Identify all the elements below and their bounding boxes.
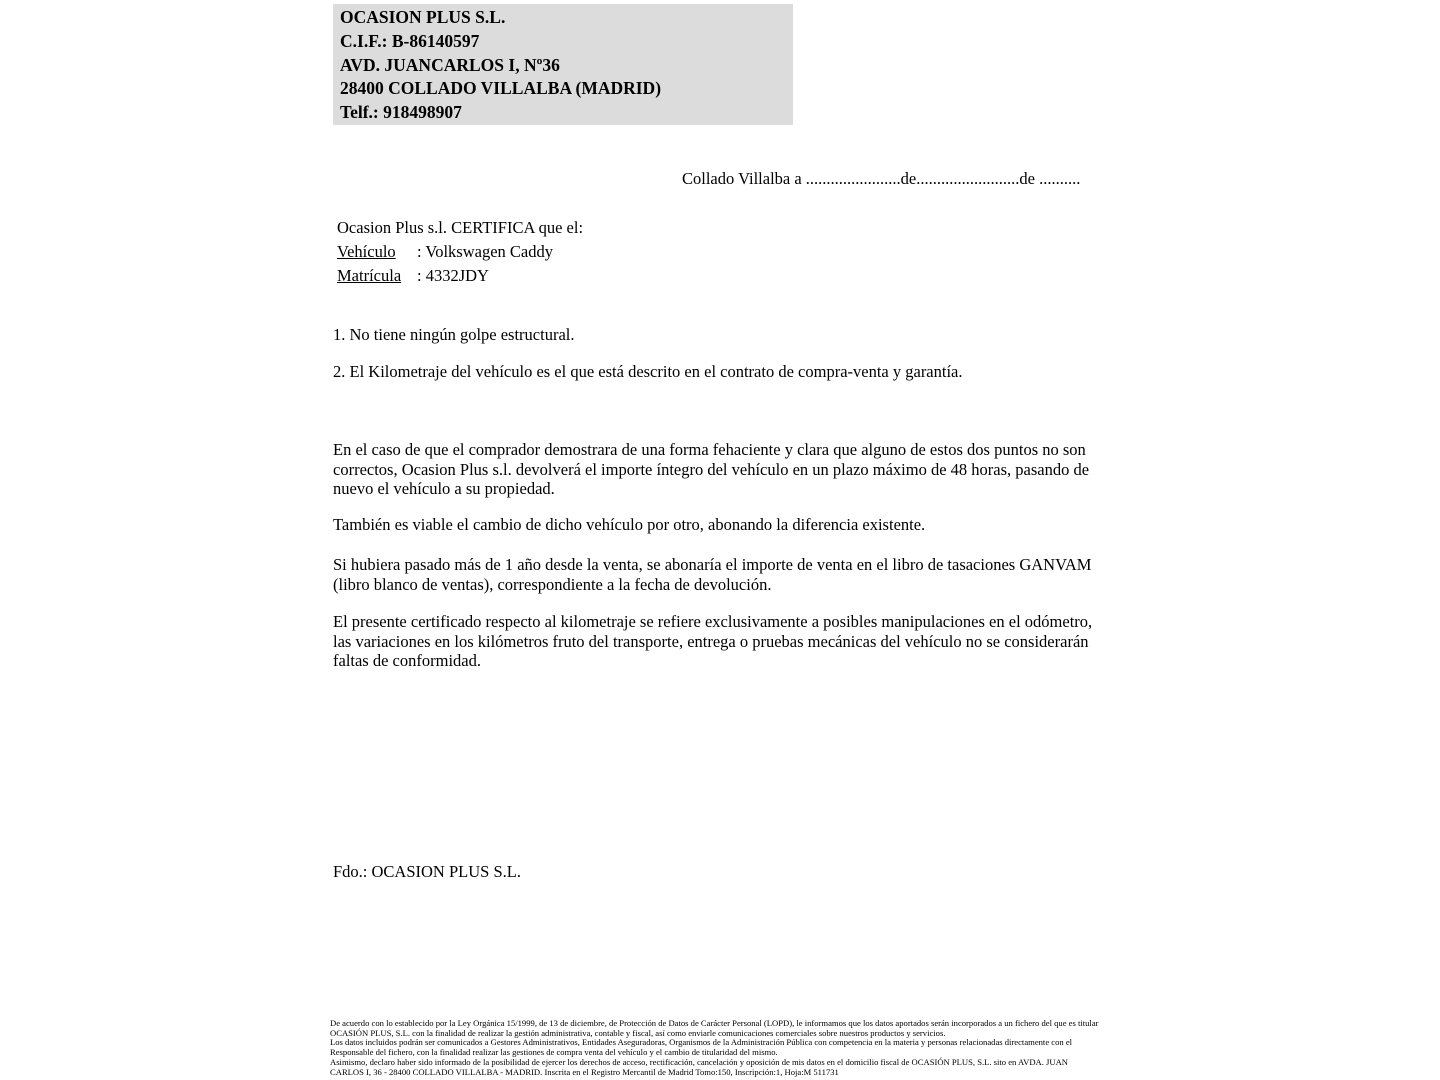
certificate-intro: Ocasion Plus s.l. CERTIFICA que el: xyxy=(337,218,584,237)
certificate-point-2: 2. El Kilometraje del vehículo es el que está descrito en el contrato de compra-venta y garantía. xyxy=(333,362,963,381)
plate-label: Matrícula xyxy=(337,265,402,285)
legal-paragraph-data-sharing: Los datos incluidos podrán ser comunicados a Gestores Administrativos, Entidades Aseguradoras, Organismos de la Administración Pública con competencia en la materia y personas relacionadas directamente con el Responsable del fichero, con la finalidad realizar las gestiones de compra venta del vehículo y el cambio de titularidad del mismo. xyxy=(330,1037,1073,1058)
vehicle-value: : Volkswagen Caddy xyxy=(417,241,553,261)
signature-line: Fdo.: OCASION PLUS S.L. xyxy=(333,862,521,881)
company-header-box xyxy=(333,4,793,125)
body-paragraph-odometer: El presente certificado respecto al kilometraje se refiere exclusivamente a posibles manipulaciones en el odómetro, las variaciones en los kilómetros fruto del transporte, entrega o pruebas mecánicas del vehículo no se considerarán faltas de conformidad. xyxy=(333,612,1093,671)
body-paragraph-refund: En el caso de que el comprador demostrara de una forma fehaciente y clara que alguno de estos dos puntos no son correctos, Ocasion Plus s.l. devolverá el importe íntegro del vehículo en un plazo máximo de 48 horas, pasando de nuevo el vehículo a su propiedad. xyxy=(333,440,1090,499)
legal-paragraph-lopd: De acuerdo con lo establecido por la Ley Orgánica 15/1999, de 13 de diciembre, de Protección de Datos de Carácter Personal (LOPD), le informamos que los datos aportados serán incorporados a un fichero del que es titular OCASIÓN PLUS, S.L. con la finalidad de realizar la gestión administrativa, contable y fiscal, así como enviarle comunicaciones comerciales sobre nuestros productos y servicios. xyxy=(330,1018,1099,1038)
vehicle-row xyxy=(337,240,583,264)
legal-footer xyxy=(330,1019,1102,1077)
body-paragraph-ganvam: Si hubiera pasado más de 1 año desde la venta, se abonaría el importe de venta en el libro de tasaciones GANVAM (libro blanco de ventas), correspondiente a la fecha de devolución. xyxy=(333,555,1092,594)
company-cif: C.I.F.: B-86140597 xyxy=(340,30,480,51)
company-name: OCASION PLUS S.L. xyxy=(340,7,506,27)
legal-paragraph-rights: Asimismo, declaro haber sido informado de la posibilidad de ejercer los derechos de acceso, rectificación, cancelación y oposición de mis datos en el domicilio fiscal de OCASIÓN PLUS, S.L. sito en AVDA. JUAN CARLOS I, 36 - 28400 COLLADO VILLALBA - MADRID. Inscrita en el Registro Mercantil de Madrid Tomo:150, Inscripción:1, Hoja:M 511731 xyxy=(330,1056,1069,1077)
certificate-block xyxy=(337,216,583,287)
body-paragraph-exchange: También es viable el cambio de dicho vehículo por otro, abonando la diferencia existente. xyxy=(333,515,926,534)
company-address: AVD. JUANCARLOS I, Nº36 xyxy=(340,54,560,75)
plate-value: : 4332JDY xyxy=(417,265,489,285)
date-line: Collado Villalba a .......................de.........................de .......... xyxy=(682,169,1081,188)
company-phone: Telf.: 918498907 xyxy=(340,102,462,123)
certificate-point-1: 1. No tiene ningún golpe estructural. xyxy=(333,325,575,344)
plate-row xyxy=(337,264,583,288)
vehicle-label: Vehículo xyxy=(337,241,396,261)
company-city: 28400 COLLADO VILLALBA (MADRID) xyxy=(340,78,662,99)
